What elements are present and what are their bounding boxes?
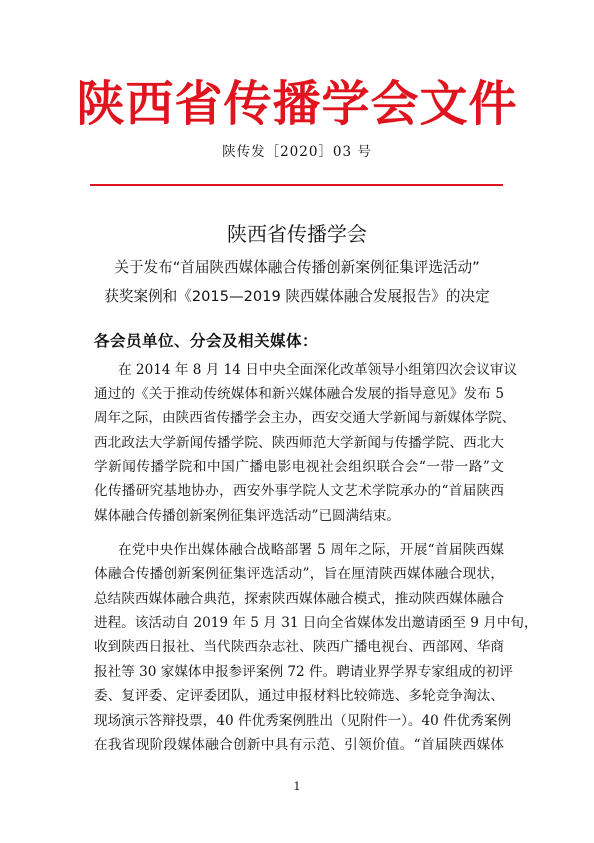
- paragraph-2-line: 在党中央作出媒体融合战略部署 5 周年之际，开展“首届陕西媒: [118, 542, 504, 558]
- subtitle-line-2: 获奖案例和《2015—2019 陕西媒体融合发展报告》的决定: [104, 288, 490, 305]
- subtitle-line-1: 关于发布“首届陕西媒体融合传播创新案例征集评选活动”: [114, 259, 480, 276]
- paragraph-1-line: 在 2014 年 8 月 14 日中央全面深化改革领导小组第四次会议审议: [118, 362, 518, 378]
- salutation: 各会员单位、分会及相关媒体：: [94, 332, 319, 350]
- paragraph-1-line: 媒体融合传播创新案例征集评选活动”已圆满结束。: [94, 508, 401, 524]
- paragraph-1-line: 化传播研究基地协办，西安外事学院人文艺术学院承办的“首届陕西: [94, 483, 504, 499]
- document-header-title: 陕西省传播学会文件: [76, 76, 518, 132]
- organization-title: 陕西省传播学会: [227, 222, 367, 246]
- red-separator-line: [90, 184, 503, 186]
- paragraph-1-line: 周年之际，由陕西省传播学会主办，西安交通大学新闻与新媒体学院、: [94, 410, 516, 426]
- paragraph-2-line: 现场演示答辩投票，40 件优秀案例胜出（见附件一）。40 件优秀案例: [94, 713, 512, 729]
- paragraph-1-line: 学新闻传播学院和中国广播电影电视社会组织联合会“一带一路”文: [94, 459, 504, 475]
- paragraph-2-line: 收到陕西日报社、当代陕西杂志社、陕西广播电视台、西部网、华商: [94, 639, 504, 655]
- paragraph-2-line: 体融合传播创新案例征集评选活动”，旨在厘清陕西媒体融合现状，: [94, 566, 504, 582]
- paragraph-1-line: 西北政法大学新闻传播学院、陕西师范大学新闻与传播学院、西北大: [94, 435, 504, 451]
- page-number: 1: [293, 780, 301, 793]
- paragraph-2-line: 进程。该活动自 2019 年 5 月 31 日向全省媒体发出邀请函至 9 月中旬，: [94, 615, 538, 631]
- paragraph-2-line: 报社等 30 家媒体申报参评案例 72 件。聘请业界学界专家组成的初评: [94, 664, 513, 680]
- paragraph-2-line: 委、复评委、定评委团队，通过申报材料比较筛选、多轮竞争淘汰、: [94, 688, 504, 704]
- document-number: 陕传发［2020］03 号: [222, 144, 372, 160]
- paragraph-1-line: 通过的《关于推动传统媒体和新兴媒体融合发展的指导意见》发布 5: [94, 386, 504, 402]
- paragraph-2-line: 在我省现阶段媒体融合创新中具有示范、引领价值。“首届陕西媒体: [94, 737, 504, 753]
- paragraph-2-line: 总结陕西媒体融合典范，探索陕西媒体融合模式，推动陕西媒体融合: [94, 591, 504, 607]
